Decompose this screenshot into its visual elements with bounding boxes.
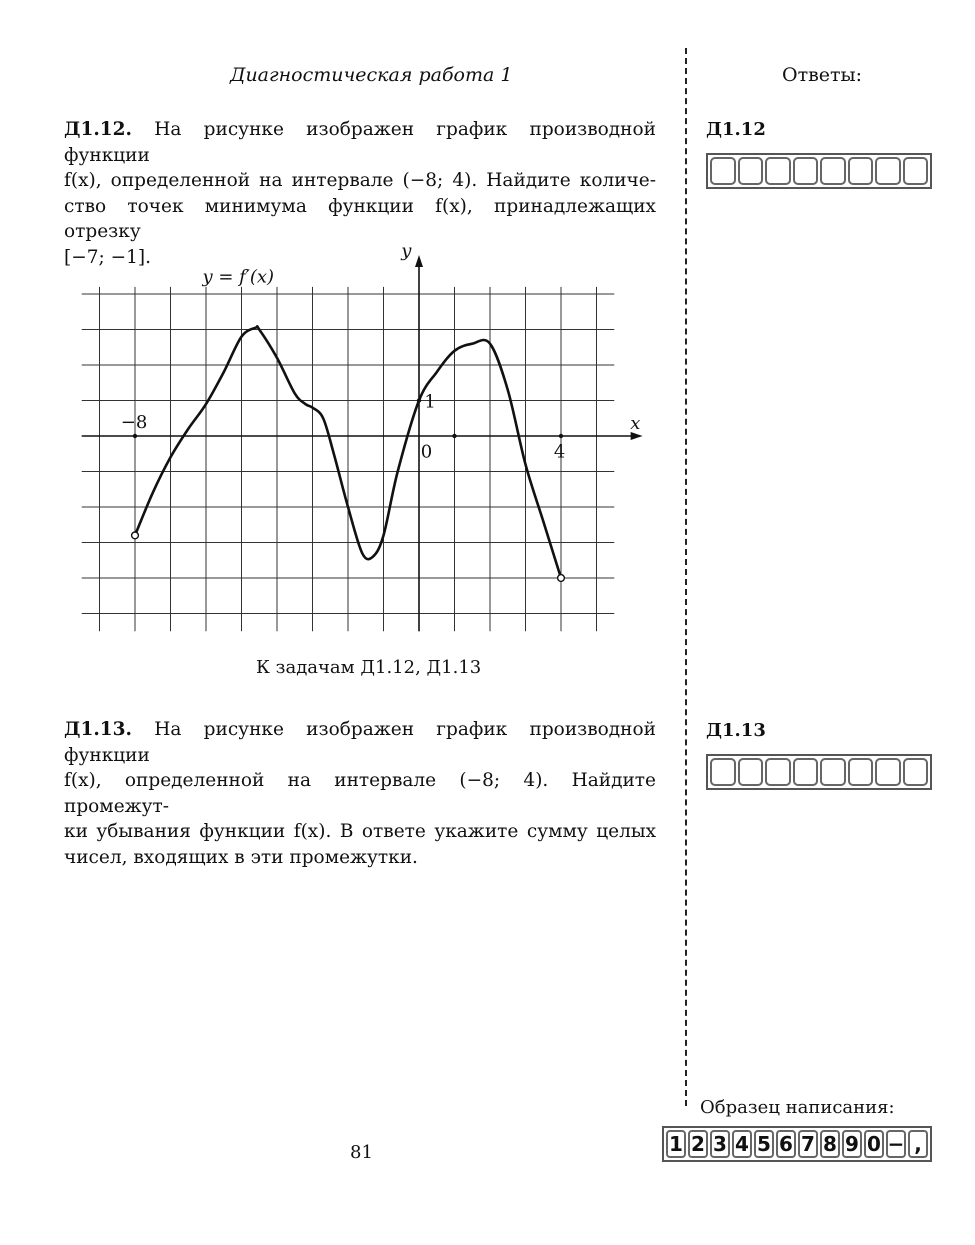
section-title: Диагностическая работа 1 [230,64,513,86]
tick-label-minus-8: −8 [120,411,148,433]
sample-char: 8 [820,1130,840,1158]
problem-line: чисел, входящих в эти промежутки. [64,846,418,868]
answer-cell[interactable] [875,157,901,185]
sample-char: 6 [776,1130,796,1158]
answer-cell[interactable] [848,157,874,185]
problem-line [64,717,656,768]
answers-title: Ответы: [782,64,863,86]
tick-mark [559,434,563,438]
open-endpoint [558,575,565,582]
problem-line-text: На рисунке изображен график производной функции [64,719,656,766]
problem-12-id: Д1.12. [64,119,132,140]
answer-cell[interactable] [820,157,846,185]
sample-char: 4 [732,1130,752,1158]
column-divider [685,48,687,1106]
answer-cell[interactable] [848,758,874,786]
sample-char: 7 [798,1130,818,1158]
problem-line: [−7; −1]. [64,246,151,268]
y-axis-label: y [401,240,412,262]
problem-line-text: На рисунке изображен график производной функции [64,119,656,166]
answer-cell[interactable] [738,758,764,786]
sample-char: 3 [710,1130,730,1158]
problem-line: ки убывания функции f(x). В ответе укажите сумму целых [64,821,656,842]
tick-label-4: 4 [553,441,566,463]
page-number: 81 [350,1142,373,1163]
answer-cell[interactable] [710,157,736,185]
sample-char: 5 [754,1130,774,1158]
derivative-chart [70,240,650,640]
answer-cell[interactable] [875,758,901,786]
answer-cell[interactable] [738,157,764,185]
answer-field-12[interactable] [706,153,932,189]
problem-line [64,117,656,168]
answer-field-13[interactable] [706,754,932,790]
problem-line: ство точек минимума функции f(x), принадлежащих отрезку [64,195,656,242]
answer-cell[interactable] [903,758,929,786]
sample-char: 2 [688,1130,708,1158]
chart-labels [121,241,641,463]
problem-13-text [64,717,656,870]
x-axis-label: x [630,412,641,434]
sample-label: Образец написания: [700,1097,895,1118]
chart-title: y = f′(x) [202,266,275,288]
answer-cell[interactable] [793,758,819,786]
tick-label-1: 1 [424,391,436,413]
answer-cell[interactable] [903,157,929,185]
chart-caption: К задачам Д1.12, Д1.13 [256,657,482,678]
answer-cell[interactable] [710,758,736,786]
problem-13-id: Д1.13. [64,719,132,740]
sample-char: , [908,1130,928,1158]
problem-line: f(x), определенной на интервале (−8; 4). Найдите промежут- [64,770,656,817]
open-endpoint [132,532,139,539]
tick-mark [452,434,456,438]
sample-char: 0 [864,1130,884,1158]
answer-cell[interactable] [820,758,846,786]
sample-char: − [887,1132,905,1156]
problem-line: f(x), определенной на интервале (−8; 4). Найдите количе- [64,170,656,191]
tick-mark [133,434,137,438]
sample-char: 9 [842,1130,862,1158]
answer-cell[interactable] [765,758,791,786]
tick-label-zero: 0 [420,441,433,463]
answer-label-12: Д1.12 [706,119,766,140]
sample-char: 1 [666,1130,686,1158]
answer-cell[interactable] [765,157,791,185]
answer-label-13: Д1.13 [706,720,766,741]
answer-cell[interactable] [793,157,819,185]
y-axis-arrow [415,255,423,267]
chart-grid [82,287,615,631]
sample-writing [662,1126,932,1162]
